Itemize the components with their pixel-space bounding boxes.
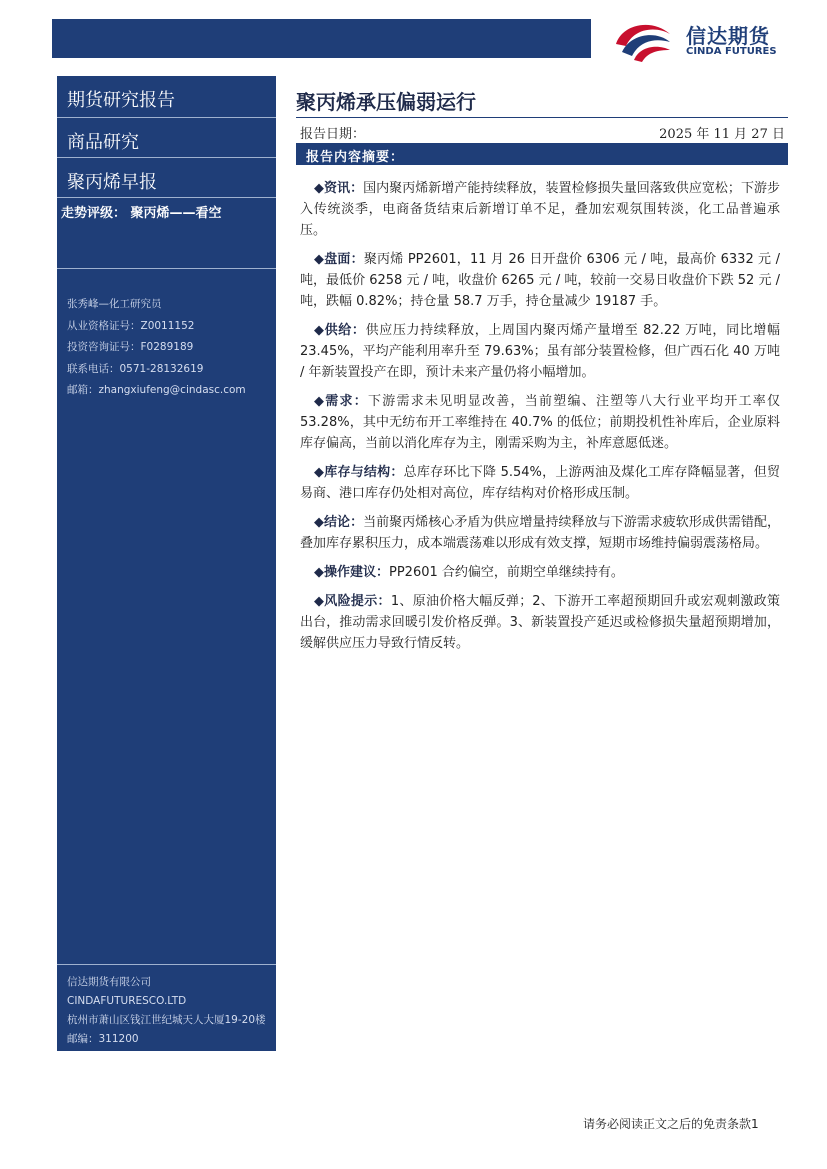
company-postcode: 邮编：311200	[67, 1033, 139, 1045]
analyst-name: 张秀峰—化工研究员	[67, 298, 162, 310]
trend-rating: 走势评级： 聚丙烯——看空	[61, 206, 222, 221]
summary-content	[300, 178, 780, 662]
report-date: 2025 年 11 月 27 日	[659, 127, 785, 142]
disclaimer-footer: 请务必阅读正文之后的免责条款1	[583, 1117, 759, 1131]
paragraph-news: ◆资讯：国内聚丙烯新增产能持续释放，装置检修损失量回落致供应宽松；下游步入传统淡季，电商备货结束后新增订单不足，叠加宏观氛围转淡，化工品普遍承压。	[300, 181, 780, 238]
analyst-advisor-id: 投资咨询证号：F0289189	[67, 341, 194, 353]
paragraph-supply: ◆供给：供应压力持续释放，上周国内聚丙烯产量增至 82.22 万吨，同比增幅 23.45%，平均产能利用率升至 79.63%；虽有部分装置检修，但广西石化 40 万吨 / 年新装置投产在即，预计未来产量仍将小幅增加。	[300, 323, 780, 380]
sidebar-item-report-type: 期货研究报告	[67, 90, 175, 111]
sidebar-divider	[57, 197, 276, 198]
sidebar-divider	[57, 268, 276, 269]
paragraph-conclusion: ◆结论：当前聚丙烯核心矛盾为供应增量持续释放与下游需求疲软形成供需错配，叠加库存累积压力，成本端震荡难以形成有效支撑，短期市场维持偏弱震荡格局。	[300, 515, 780, 551]
sidebar-divider	[57, 117, 276, 118]
analyst-phone: 联系电话：0571-28132619	[67, 362, 204, 375]
report-date-label: 报告日期：	[300, 127, 366, 142]
sidebar-divider	[57, 964, 276, 965]
paragraph-inventory: ◆库存与结构：总库存环比下降 5.54%，上游两油及煤化工库存降幅显著，但贸易商、港口库存仍处相对高位，库存结构对价格形成压制。	[300, 465, 780, 501]
analyst-info	[67, 294, 246, 402]
analyst-qualification: 从业资格证号：Z0011152	[67, 319, 195, 332]
logo-text-en: CINDA FUTURES	[686, 46, 777, 57]
analyst-email: 邮箱：zhangxiufeng@cindasc.com	[67, 384, 246, 396]
sidebar-divider	[57, 157, 276, 158]
company-info	[67, 973, 266, 1049]
title-divider	[296, 117, 788, 118]
logo-text-cn: 信达期货	[686, 24, 770, 48]
paragraph-risk: ◆风险提示：1、原油价格大幅反弹；2、下游开工率超预期回升或宏观刺激政策出台，推动需求回暖引发价格反弹。3、新装置投产延迟或检修损失量超预期增加，缓解供应压力导致行情反转。	[300, 594, 780, 651]
company-address: 杭州市萧山区钱江世纪城天人大厦19-20楼	[67, 1014, 266, 1026]
paragraph-demand: ◆需求：下游需求未见明显改善，当前塑编、注塑等八大行业平均开工率仅 53.28%，其中无纺布开工率维持在 40.7% 的低位；前期投机性补库后，企业原料库存偏高，当前以消化库存为主，刚需采购为主，补库意愿低迷。	[300, 394, 780, 451]
sidebar-item-category: 商品研究	[67, 132, 139, 153]
sidebar-item-product: 聚丙烯早报	[67, 172, 157, 193]
company-name-en: CINDAFUTURESCO.LTD	[67, 995, 187, 1007]
logo-mark-icon	[612, 16, 674, 62]
header-bar	[52, 19, 591, 58]
summary-header: 报告内容摘要：	[306, 150, 405, 165]
sidebar	[57, 76, 276, 1051]
summary-header-bar	[296, 143, 788, 165]
report-title: 聚丙烯承压偏弱运行	[296, 90, 476, 114]
company-name: 信达期货有限公司	[67, 976, 151, 988]
paragraph-advice: ◆操作建议：PP2601 合约偏空，前期空单继续持有。	[314, 565, 624, 580]
company-logo	[612, 16, 802, 62]
paragraph-market: ◆盘面：聚丙烯 PP2601，11 月 26 日开盘价 6306 元 / 吨，最高价 6332 元 / 吨，最低价 6258 元 / 吨，收盘价 6265 元 / 吨，较前一交易日收盘价下跌 52 元 / 吨，跌幅 0.82%；持仓量 58.7 万手，持仓量减少 19187 手。	[300, 252, 780, 309]
